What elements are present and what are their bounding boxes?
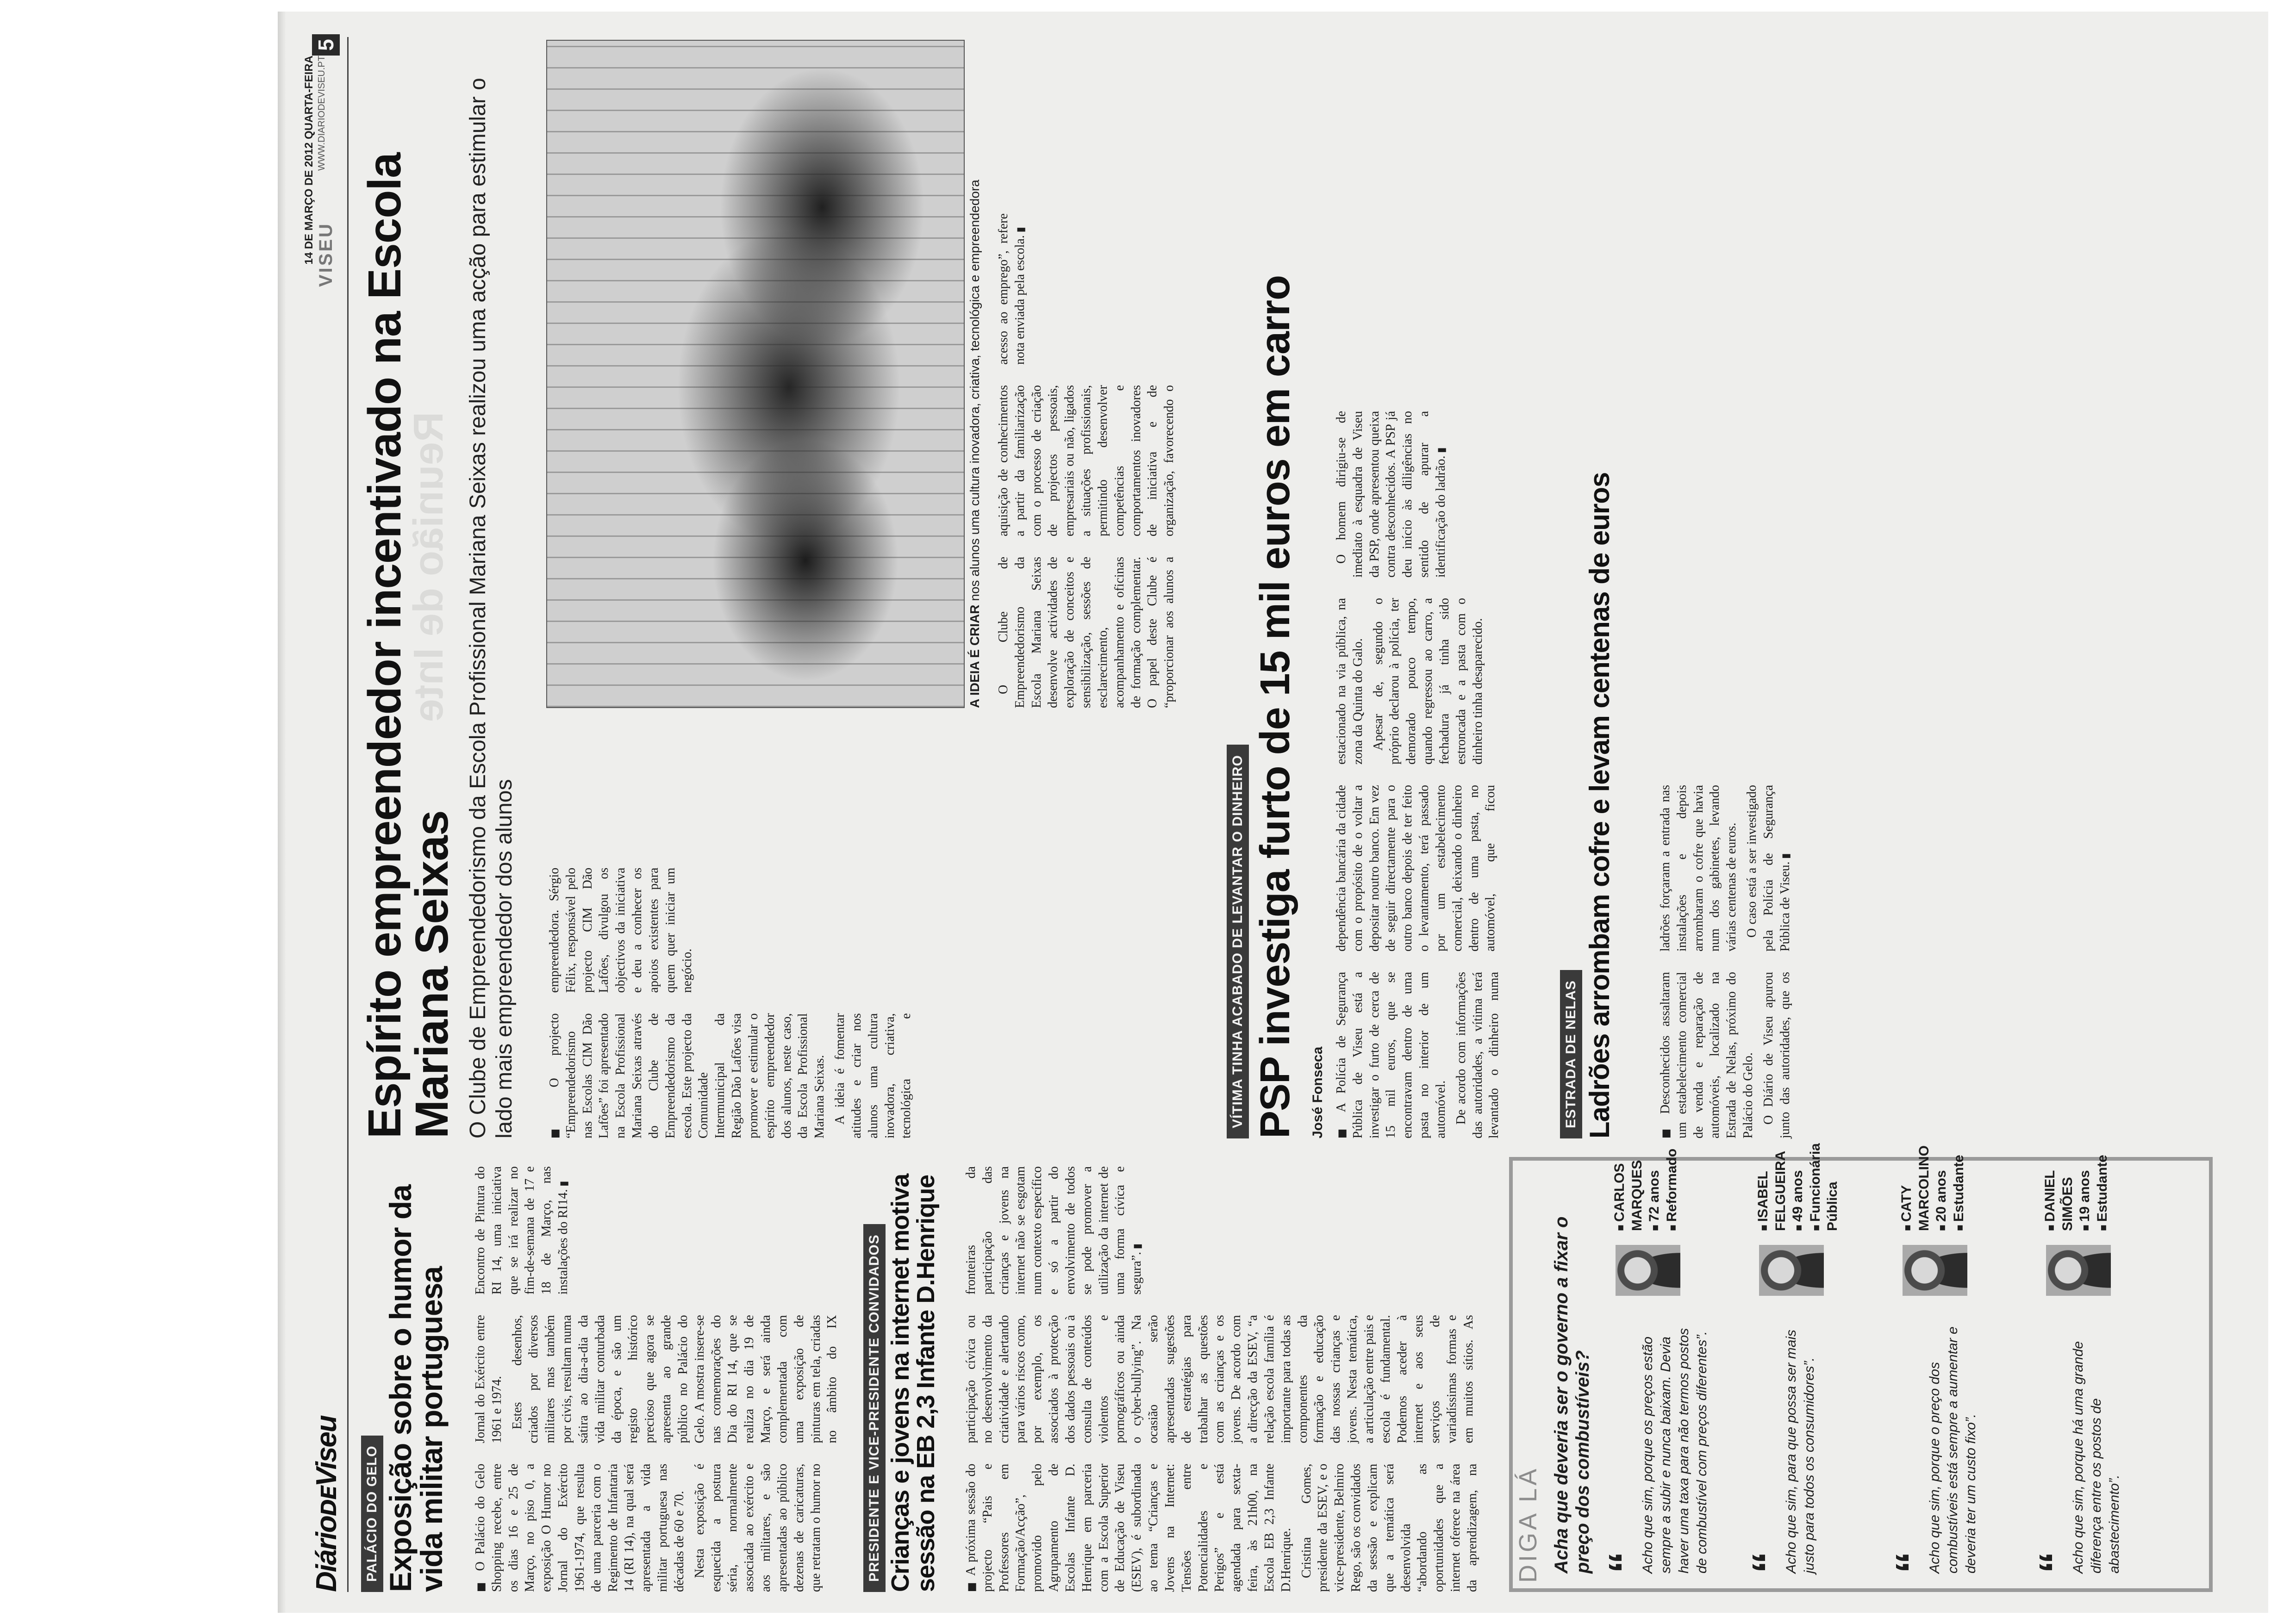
answer-quote: Acho que sim, porque há uma grande diferença entre os postos de abastecimento”. (2071, 1341, 2122, 1573)
respondent-info (2041, 1155, 2111, 1231)
respondent-job: ■ Funcionária Pública (1807, 1166, 1841, 1231)
quote-mark-icon: “ (1887, 1551, 1936, 1573)
portrait-photo (1616, 1245, 1680, 1296)
digala-answer (2030, 1155, 2180, 1573)
espirito-body-bottom (995, 42, 1190, 708)
criancas-headline: Crianças e jovens na internet motiva sessão na EB 2,3 Infante D.Henrique (886, 1174, 940, 1592)
espirito-paragraph: O Clube de Empreendedorismo da Escola Mariana Seixas desenvolve actividades de exploração de conceitos e sensibilização, sessões de esclarecimento, acompanhamento e oficinas de formação complementar. O papel deste Clube é “proporcionar aos alunos a aquisição de conhecimentos a partir da familiarização com o processo de criação de projectos pessoais, empresariais ou não, ligados a situações profissionais, permitindo desenvolver competências e comportamentos inovadores de iniciativa e de organização, favorecendo o acesso ao emprego”, refere nota enviada pela escola. ▮ (995, 213, 1190, 708)
espirito-headline: Espírito empreendedor incentivado na Escola Mariana Seixas (359, 153, 458, 1138)
ladroes-paragraph: ■ Desconhecidos assaltaram um estabelecimento comercial de venda e reparação de automóveis, localizado na Estrada de Nelas, próximo do Palácio do Gelo. (1657, 972, 1757, 1138)
sheet-edge (278, 12, 286, 1613)
criancas-paragraph: ■ A próxima sessão do projecto “Pais e Professores em Formação/Acção”, promovido pelo Agrupamento de Escolas Infante D. Henrique em parceria com a Escola Superior de Educação de Viseu (ESEV), é subordinada ao tema “Crianças e Jovens na Internet: Tensões entre Potencialidades e Perigos” e está agendada para sexta-feira, às 21h00, na Escola EB 2,3 Infante D.Henrique. (963, 1464, 1295, 1592)
espirito-paragraph: A ideia é fomentar atitudes e criar nos alunos uma cultura inovadora, criativa, tecnológica e empreendedora. Sérgio Félix, responsável pelo projecto CIM Dão Lafões, divulgou os objectivos da iniciativa e deu a conhecer os apoios existentes para quem quer iniciar um negócio. (547, 867, 914, 1138)
quote-mark-icon: “ (1600, 1551, 1649, 1573)
answer-quote: Acho que sim, porque o preço dos combustíveis está sempre a aumentar e deveria ter um custo fixo”. (1927, 1326, 1978, 1573)
respondent-age: ■ 49 anos (1789, 1166, 1807, 1231)
respondent-info (1754, 1143, 1841, 1231)
respondent-job: ■ Estudante (2094, 1166, 2111, 1231)
respondent-name: ■ CARLOS MARQUES (1611, 1166, 1646, 1231)
answer-quote: Acho que sim, porque os preços estão sempre a subir e nunca baixam. Devia haver uma taxa para não termos postos de combustível com preços diferentes”. (1640, 1328, 1710, 1573)
portrait-photo (1759, 1245, 1824, 1296)
exposicao-paragraph: Estes desenhos, criados por diversos militares mas também por civis, resultam numa sátira ao dia-a-dia da vida militar conturbada da época, e são um registo histórico precioso que agora se apresenta ao grande público no Palácio do Gelo. A mostra insere-se nas comemorações do Dia do RI 14, que se realiza no dia 19 de Março, e será ainda complementada com uma exposição de pinturas em tela, criadas no âmbito do IX Encontro de Pintura do RI 14, uma iniciativa que se irá realizar no fim-de-semana de 17 e 18 de Março, nas instalações do RI14. ▮ (472, 1166, 852, 1443)
exposicao-paragraph: Nesta exposição é esquecida a postura séria, normalmente associada ao exército e aos militares, e são apresentadas ao público dezenas de caricaturas, que retratam o humor no Jornal do Exército entre 1961 e 1974. (473, 1315, 823, 1592)
ladroes-body (1657, 37, 1796, 1138)
quote-mark-icon: “ (1743, 1551, 1793, 1573)
respondent-age: ■ 19 anos (2076, 1166, 2094, 1231)
psp-body (1333, 37, 1518, 1138)
psp-paragraph: De acordo com informações das autoridades, a vítima terá levantado o dinheiro numa dependência bancária da cidade com o propósito de o voltar a depositar noutro banco. Em vez de seguir directamente para o outro banco depois de ter feito o levantamento, terá passado por um estabelecimento comercial, deixando o dinheiro dentro de uma pasta, no automóvel, que ficou estacionado na via pública, na zona da Quinta do Galo. (1334, 598, 1502, 1138)
exposicao-body (472, 1166, 852, 1592)
respondent-job: ■ Estudante (1950, 1166, 1968, 1231)
caption-text: nos alunos uma cultura inovadora, criativa, tecnológica e empreendedora (967, 180, 982, 601)
psp-paragraph: Apesar de, segundo o próprio declarou à polícia, ter demorado pouco tempo, quando regressou ao carro, a fechadura já tinha sido estroncada e a pasta com o dinheiro tinha desaparecido. (1371, 598, 1485, 765)
digala-kicker: DIGA LÁ (1514, 1466, 1542, 1583)
ladroes-paragraph: O Diário de Viseu apurou junto das autoridades, que os ladrões forçaram a entrada nas instalações e depois arrombaram o cofre que havia num dos gabinetes, levando várias centenas de euros. (1658, 785, 1792, 1138)
digala-answer (1743, 1143, 1893, 1573)
exposicao-kicker: PALÁCIO DO GELO (361, 1436, 383, 1592)
criancas-kicker: PRESIDENTE E VICE-PRESIDENTE CONVIDADOS (863, 1224, 886, 1592)
psp-paragraph: ■ A Polícia de Segurança Pública de Viseu está a investigar o furto de cerca de 15 mil euros, que se encontravam dentro de uma pasta no interior de um automóvel. (1333, 972, 1449, 1138)
exposicao-headline: Exposição sobre o humor da vida militar portuguesa (383, 1185, 449, 1592)
portrait-photo (1903, 1245, 1967, 1296)
ladroes-headline: Ladrões arrombam cofre e levam centenas de euros (1584, 472, 1615, 1138)
portrait-photo (2046, 1245, 2111, 1296)
respondent-name: ■ DANIEL SIMÕES (2041, 1166, 2076, 1231)
psp-headline: PSP investiga furto de 15 mil euros em carro (1252, 275, 1298, 1138)
espirito-body-left (546, 722, 926, 1138)
masthead-rule (347, 37, 349, 1592)
respondent-age: ■ 20 anos (1933, 1166, 1950, 1231)
ghost-bleed-text: Reunião de Inte (406, 411, 452, 722)
respondent-info (1898, 1145, 1967, 1231)
respondent-name: ■ CATY MARCOLINO (1898, 1166, 1933, 1231)
masthead-logo: DiárioᴅᴇViseu (311, 1416, 343, 1592)
exposicao-paragraph: ■ O Palácio do Gelo Shopping recebe, entre os dias 16 e 25 de Março, no piso 0, a exposição O Humor no Jornal do Exército 1961-1974, que resulta de uma parceria com o Regimento de Infantaria 14 (RI 14), na qual será apresentada a vida militar portuguesa nas décadas de 60 e 70. (472, 1464, 688, 1592)
psp-kicker: VÍTIMA TINHA ACABADO DE LEVANTAR O DINHEIRO (1227, 745, 1249, 1138)
espirito-paragraph: ■ O projecto “Empreendedorismo nas Escolas CIM Dão Lafões” foi apresentado na Escola Profissional Mariana Seixas através do Clube de Empreendedorismo da escola. Este projecto da Comunidade Intermunicipal da Região Dão Lafões visa promover e estimular o espírito empreendedor dos alunos, neste caso, da Escola Profissional Mariana Seixas. (546, 1013, 828, 1138)
psp-byline: José Fonseca (1310, 1046, 1325, 1138)
psp-paragraph: O homem dirigiu-se de imediato à esquadra de Viseu da PSP, onde apresentou queixa contra desconhecidos. A PSP já deu início às diligências no sentido de apurar a identificação do ladrão. ▮ (1333, 411, 1449, 578)
newspaper-page (303, 28, 2240, 1601)
ladroes-kicker: ESTRADA DE NELAS (1560, 970, 1582, 1138)
answer-quote: Acho que sim, para que possa ser mais justo para todos os consumidores”. (1784, 1330, 1817, 1573)
photo-caption (967, 42, 982, 708)
criancas-body (963, 1166, 1481, 1592)
caption-lead: A IDEIA É CRIAR (967, 604, 982, 708)
page-number: 5 (312, 34, 340, 56)
digala-question: Acha que deveria ser o governo a fixar o preço dos combustíveis? (1551, 1216, 1593, 1573)
issue-date: 14 DE MARÇO DE 2012 QUARTA-FEIRA (303, 56, 315, 265)
website: WWW.DIARIODEVISEU.PT (317, 56, 327, 171)
section-label: VISEU (316, 222, 336, 287)
respondent-job: ■ Reformado (1663, 1166, 1681, 1231)
criancas-paragraph: Cristina Gomes, presidente da ESEV, e o vice-presidente, Belmiro Rego, são os convidados da sessão e explicam que a temática será desenvolvida “abordando as oportunidades que a internet oferece na área da aprendizagem, na participação cívica ou no desenvolvimento da criatividade e alertando para vários riscos como, por exemplo, os associados à protecção dos dados pessoais ou à consulta de conteúdos violentos e pornográficos ou ainda o cyber-bullying”. Na ocasião serão apresentadas sugestões de estratégias para trabalhar as questões com as crianças e os jovens. De acordo com a direcção da ESEV, “a relação escola família é importante para todas as componentes da formação e educação das nossas crianças e jovens. Nesta temática, a articulação entre pais e escola é fundamental. Podemos aceder à internet e aos seus serviços de variadíssimas formas e em muitos sítios. As fronteiras da participação das crianças e jovens na internet não se esgotam num contexto específico e só a partir do envolvimento de todos se pode promover a utilização da internet de uma forma cívica e segura”. ▮ (963, 1166, 1481, 1592)
respondent-info (1611, 1148, 1680, 1231)
respondent-age: ■ 72 anos (1646, 1166, 1663, 1231)
espirito-deck: O Clube de Empreendedorismo da Escola Profissional Mariana Seixas realizou uma acção para estimular o lado mais empreendedor dos alunos (466, 78, 517, 1138)
students-photo (546, 40, 965, 708)
digala-answer (1887, 1145, 2037, 1573)
quote-mark-icon: “ (2030, 1551, 2080, 1573)
ladroes-paragraph: O caso está a ser investigado pela Polícia de Segurança Pública de Viseu. ▮ (1744, 785, 1793, 951)
respondent-name: ■ ISABEL FELGUEIRA (1754, 1166, 1789, 1231)
digala-answer (1600, 1148, 1750, 1573)
